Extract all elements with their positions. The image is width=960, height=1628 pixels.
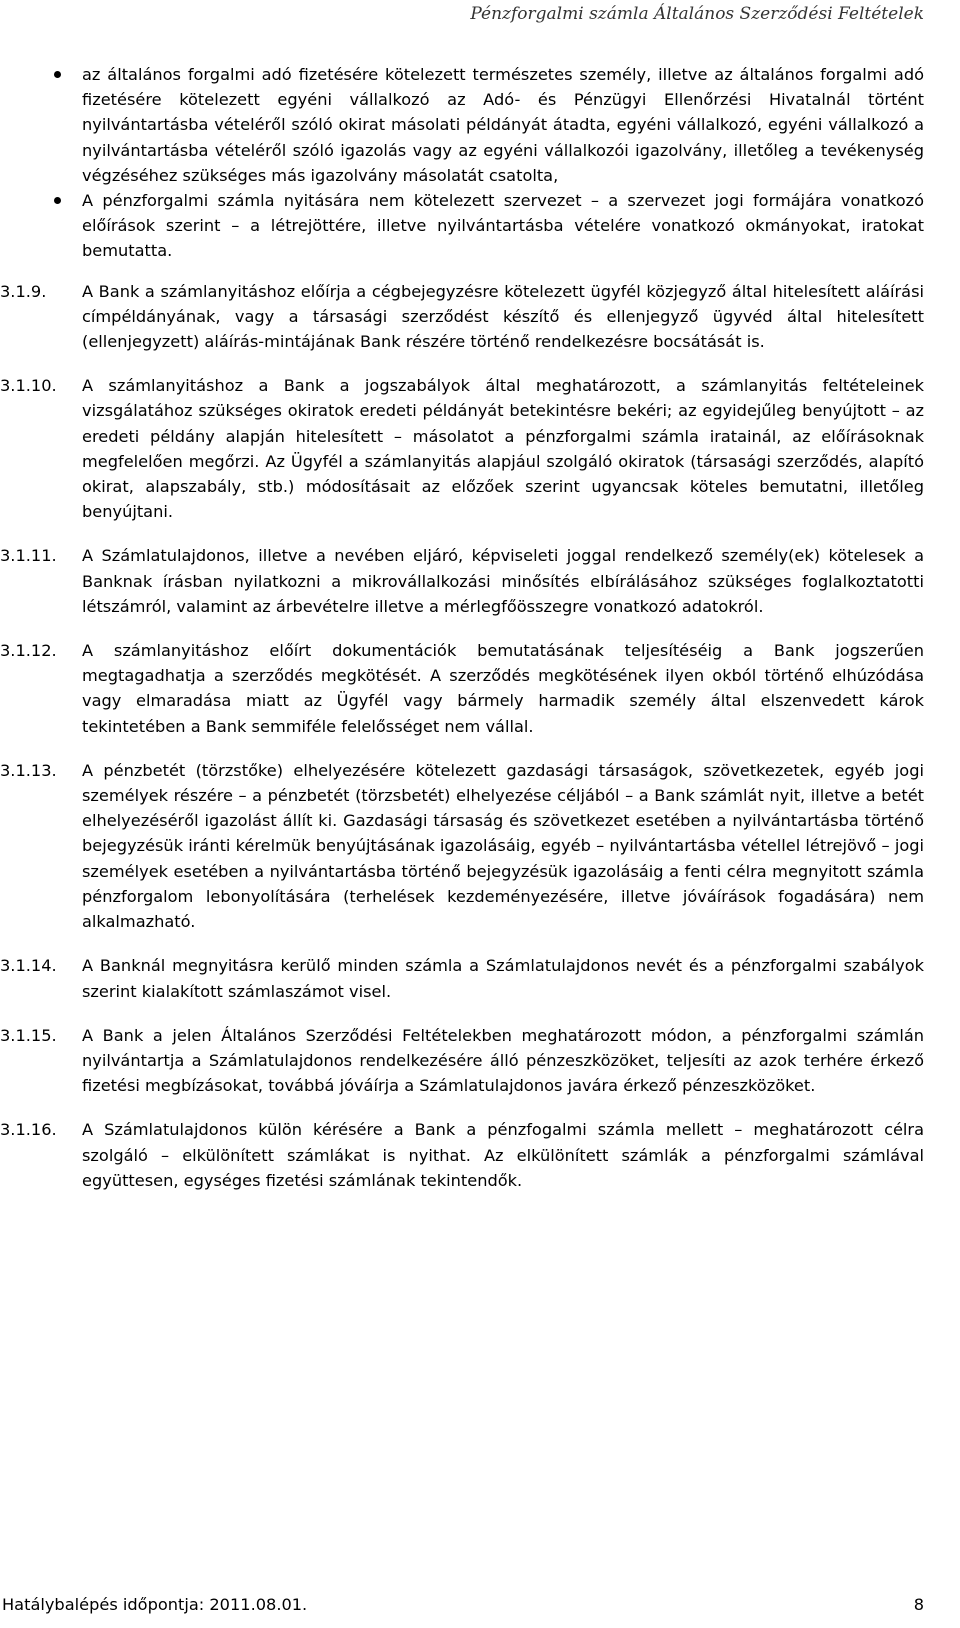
section-number: 3.1.14.	[0, 956, 57, 976]
section-text: A Bank a jelen Általános Szerződési Feltételekben meghatározott módon, a pénzforgalmi számlán nyilvántartja a Számlatulajdonos rendelkezésére álló pénzeszközöket, teljesíti az azok terhére érkező fizetési megbízásokat, továbbá jóváírja a Számlatulajdonos javára érkező pénzeszközöket.	[82, 1025, 924, 1096]
running-header: Pénzforgalmi számla Általános Szerződési Feltételek	[470, 4, 924, 24]
page-number: 8	[913, 1595, 924, 1614]
list-item	[82, 188, 924, 264]
section-number: 3.1.15.	[0, 1025, 57, 1045]
section-3-1-15	[0, 1023, 924, 1099]
section-number: 3.1.11.	[0, 546, 57, 566]
section-3-1-10	[0, 373, 924, 524]
section-text: A Számlatulajdonos külön kérésére a Bank a pénzfogalmi számla mellett – meghatározott célra szolgáló – elkülönített számlákat is nyithat. Az elkülönített számlák a pénzforgalmi számlával együttesen, egységes fizetési számlának tekintendők.	[82, 1120, 924, 1190]
list-item-text: az általános forgalmi adó fizetésére kötelezett természetes személy, illetve az általános forgalmi adó fizetésére kötelezett egyéni vállalkozó az Adó- és Pénzügyi Ellenőrzési Hivatalnál történt nyilvántartásba vételéről szóló okirat másolati példányát átadta, egyéni vállalkozó, egyéni vállalkozó a nyilvántartásba vételéről szóló igazolás vagy az egyéni vállalkozói igazolvány, illetőleg a tevékenység végzéséhez szükséges más igazolvány másolatát csatolta,	[82, 65, 924, 185]
section-3-1-13	[0, 758, 924, 934]
section-text: A pénzbetét (törzstőke) elhelyezésére kötelezett gazdasági társaságok, szövetkezetek, egyéb jogi személyek részére – a pénzbetét (törzsbetét) elhelyezése céljából – a Bank számlát nyit, illetve a betét elhelyezéséről igazolást állít ki. Gazdasági társaság és szövetkezet esetében a nyilvántartásba történő bejegyzésük iránti kérelmük benyújtásának igazolásáig, egyéb – nyilvántartásba vétellel létrejövő – jogi személyek esetében a nyilvántartásba történő bejegyzésük igazolásáig a fenti célra megnyitott számla pénzforgalom lebonyolítására (terhelések kezdeményezésére, illetve jóváírások fogadására) nem alkalmazható.	[82, 760, 924, 932]
section-number: 3.1.13.	[0, 760, 57, 780]
bullet-dot-icon	[54, 197, 61, 204]
section-3-1-11	[0, 543, 924, 619]
list-item-text: A pénzforgalmi számla nyitására nem kötelezett szervezet – a szervezet jogi formájára vonatkozó előírások szerint – a létrejöttére, illetve nyilvántartásba vételére vonatkozó okmányokat, iratokat bemutatta.	[82, 191, 924, 261]
effective-date: Hatálybalépés időpontja: 2011.08.01.	[2, 1595, 308, 1614]
section-text: A számlanyitáshoz a Bank a jogszabályok által meghatározott, a számlanyitás feltételeinek vizsgálatához szükséges okiratok eredeti példányát betekintésre bekéri; az egyidejűleg benyújtott – az eredeti példány alapján hitelesített – másolatot a pénzforgalmi számla iratainál, az előírásoknak megfelelően megőrzi. Az Ügyfél a számlanyitás alapjául szolgáló okiratok (társasági szerződés, alapító okirat, alapszabály, stb.) módosításait az előzőek szerint ugyancsak köteles bemutatni, illetőleg benyújtani.	[82, 376, 924, 522]
section-number: 3.1.12.	[0, 641, 57, 661]
section-3-1-16	[0, 1117, 924, 1193]
section-text: A Bank a számlanyitáshoz előírja a cégbejegyzésre kötelezett ügyfél közjegyző által hitelesített aláírási címpéldányának, vagy a társasági szerződést készítő és ellenjegyző ügyvéd által hitelesített (ellenjegyzett) aláírás-mintájának Bank részére történő rendelkezésre bocsátását is.	[82, 281, 924, 352]
section-3-1-12	[0, 638, 924, 739]
bullet-list	[82, 62, 924, 264]
section-number: 3.1.10.	[0, 376, 57, 396]
section-3-1-9	[0, 279, 924, 355]
bullet-dot-icon	[54, 71, 61, 78]
list-item	[82, 62, 924, 188]
section-number: 3.1.16.	[0, 1120, 57, 1140]
section-number: 3.1.9.	[0, 281, 47, 301]
section-text: A számlanyitáshoz előírt dokumentációk bemutatásának teljesítéséig a Bank jogszerűen megtagadhatja a szerződés megkötését. A szerződés megkötésének ilyen okból történő elhúzódása vagy elmaradása miatt az Ügyfél vagy bármely harmadik személy által elszenvedett károk tekintetében a Bank semmiféle felelősséget nem vállal.	[82, 641, 924, 736]
section-text: A Számlatulajdonos, illetve a nevében eljáró, képviseleti joggal rendelkező személy(ek) kötelesek a Banknak írásban nyilatkozni a mikrovállalkozási minősítés elbírálásához szükséges foglalkoztatotti létszámról, valamint az árbevételre illetve a mérlegfőösszegre vonatkozó adatokról.	[82, 546, 924, 616]
document-body	[0, 62, 924, 1193]
section-text: A Banknál megnyitásra kerülő minden számla a Számlatulajdonos nevét és a pénzforgalmi szabályok szerint kialakított számlaszámot visel.	[82, 956, 924, 1001]
section-3-1-14	[0, 953, 924, 1003]
